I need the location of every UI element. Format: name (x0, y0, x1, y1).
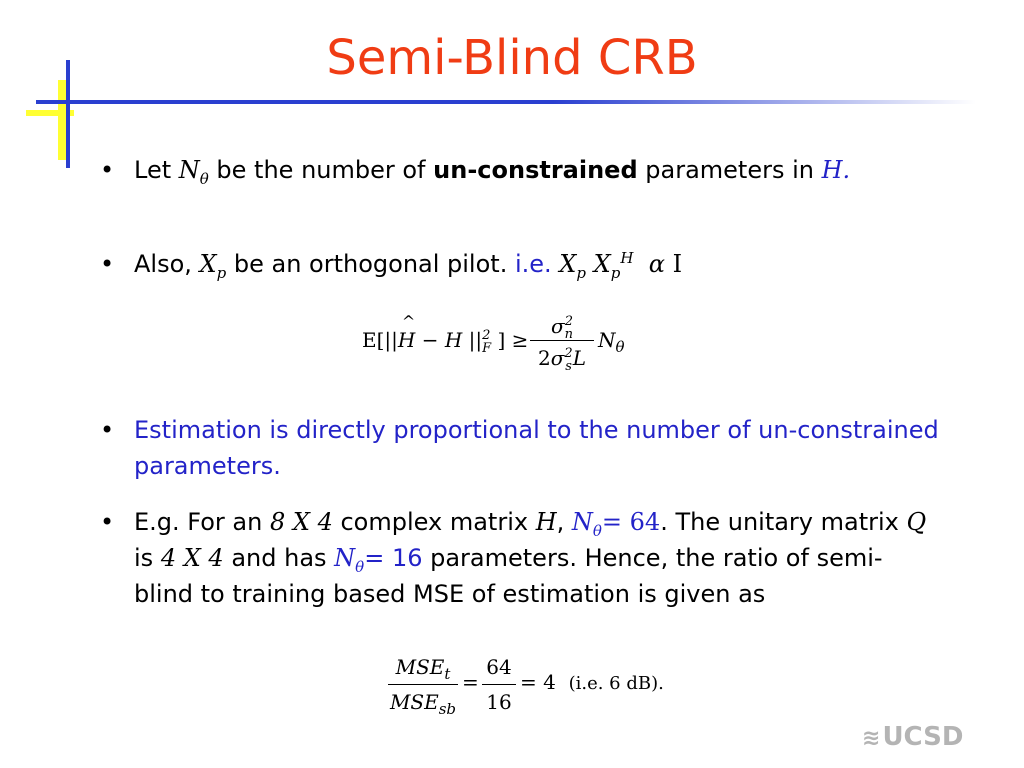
math-sub: F (482, 340, 492, 356)
text-run: and has (223, 544, 335, 572)
math-text: ] ≥ (491, 328, 529, 352)
math-sub: θ (592, 521, 602, 540)
math-var: N (334, 544, 356, 572)
math-value: = 64 (601, 508, 661, 536)
crb-fraction (530, 306, 594, 375)
bullet-3 (100, 412, 940, 484)
math-identity: I (672, 250, 683, 278)
math-var: N (571, 508, 593, 536)
math-var: H (397, 328, 416, 352)
math-sup: 2 (564, 345, 573, 361)
math-text: || (462, 328, 483, 352)
math-alpha: α (648, 250, 665, 278)
decor-blue-horizontal-line (36, 100, 976, 104)
crb-numerator (530, 306, 594, 340)
mse-fraction (388, 650, 458, 719)
text-run: Also, (134, 250, 200, 278)
bullet-4 (100, 504, 940, 612)
math-sup: 2 (564, 313, 573, 329)
n-equals-64 (571, 508, 661, 540)
math-text: E[|| (362, 328, 398, 352)
decor-yellow-vertical-bar (58, 80, 66, 160)
math-var: X (559, 250, 577, 278)
math-var: X (593, 250, 611, 278)
text-run: is (134, 544, 161, 572)
hat-accent: ^ (401, 312, 416, 331)
number-fraction (482, 650, 516, 719)
bullet-1-text (134, 152, 940, 188)
math-var: MSE (395, 655, 445, 679)
math-orthogonality (559, 249, 683, 282)
bullet-3-text: Estimation is directly proportional to the number of un-constrained parameters. (134, 416, 939, 480)
math-equals: = (462, 670, 479, 694)
logo-text: UCSD (882, 722, 964, 752)
bullet-2 (100, 246, 940, 282)
mse-result (520, 670, 664, 694)
text-run: , (556, 508, 572, 536)
crb-denominator (530, 341, 594, 375)
sigma-scripts (564, 347, 572, 373)
math-var: MSE (389, 690, 439, 714)
crb-n-theta (598, 328, 625, 356)
math-var: H (535, 508, 557, 536)
math-h: H. (821, 156, 851, 184)
ucsd-wave-icon: ≋ (862, 726, 881, 751)
math-sigma: σ (550, 346, 565, 370)
math-value: = 4 (520, 670, 556, 694)
math-num: 2 (538, 346, 551, 370)
math-value: = 16 (364, 544, 423, 572)
math-sub: p (216, 263, 227, 282)
math-sub: s (565, 358, 572, 374)
sigma-scripts (565, 315, 573, 341)
math-n (178, 156, 209, 188)
text-run: complex matrix (332, 508, 536, 536)
crb-lhs (362, 312, 529, 356)
math-var: H (444, 328, 463, 352)
db-note: (i.e. 6 dB). (568, 673, 664, 694)
text-run: . The unitary matrix (660, 508, 907, 536)
math-sigma: σ (550, 314, 565, 338)
text-run: E.g. For an (134, 508, 270, 536)
mse-denominator (388, 685, 458, 719)
math-var: X (199, 250, 217, 278)
math-sub: sb (438, 700, 457, 718)
math-dim: 4 X 4 (160, 544, 224, 572)
text-run: be an orthogonal pilot. (226, 250, 515, 278)
text-run: be the number of (208, 156, 434, 184)
ucsd-logo (862, 722, 963, 752)
math-sup: 2 (482, 327, 491, 343)
bullet-marker: • (100, 156, 115, 184)
bullet-4-text (134, 504, 940, 612)
math-var: Q (906, 508, 927, 536)
bullet-2-text (134, 246, 940, 282)
mse-numerator (388, 650, 458, 684)
n-equals-16 (334, 544, 423, 576)
math-sub: θ (199, 169, 209, 188)
math-sub: θ (355, 557, 365, 576)
math-sub: p (610, 263, 621, 282)
text-run: Let (134, 156, 179, 184)
ie-label: i.e. (514, 250, 552, 278)
math-text: − (415, 328, 445, 352)
math-var: N (178, 156, 200, 184)
math-var: N (598, 328, 616, 352)
math-xp (199, 250, 227, 282)
math-sub: t (444, 665, 451, 683)
math-sub: θ (615, 338, 625, 356)
crb-formula (362, 306, 662, 386)
math-var: L (572, 346, 586, 370)
math-sup: H (620, 249, 634, 267)
bullet-marker: • (100, 508, 115, 536)
fraction-numerator: 64 (486, 655, 512, 679)
bullet-marker: • (100, 416, 115, 444)
math-dim: 8 X 4 (269, 508, 333, 536)
h-hat (397, 312, 416, 352)
text-run: parameters in (637, 156, 822, 184)
math-sub: p (576, 263, 586, 282)
slide-title: Semi-Blind CRB (326, 30, 698, 86)
norm-scripts (482, 329, 491, 355)
bullet-marker: • (100, 250, 115, 278)
text-run: parameters. Hence, the ratio of semi-blind to training based MSE of estimation is given as (134, 544, 883, 608)
bold-term: un-constrained (433, 156, 638, 184)
bullet-1 (100, 152, 940, 188)
mse-ratio-formula (388, 650, 688, 730)
fraction-denominator: 16 (486, 690, 512, 714)
math-sub: n (564, 326, 574, 342)
